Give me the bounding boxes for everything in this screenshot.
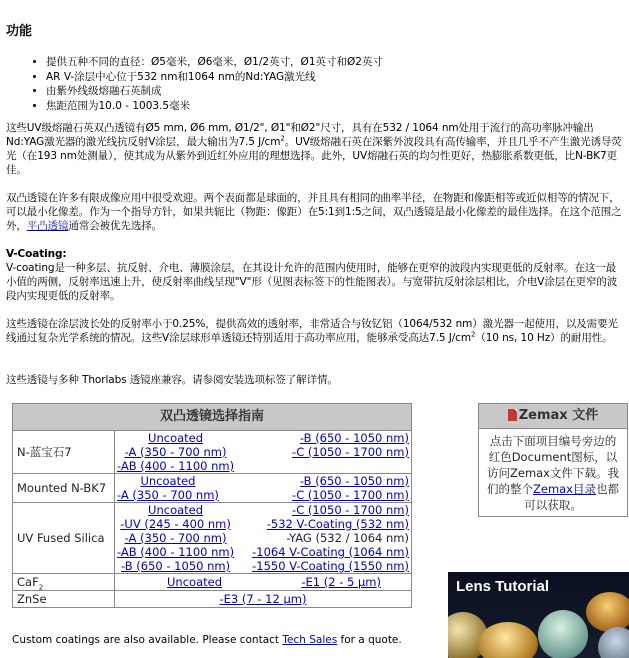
option-link[interactable]: Uncoated	[140, 474, 196, 488]
option-link[interactable]: Uncoated	[148, 503, 204, 517]
material-text: CaF	[17, 575, 39, 589]
option-link[interactable]: -B (650 - 1050 nm)	[121, 559, 231, 573]
lens-tutorial-banner[interactable]	[448, 572, 629, 658]
option-link[interactable]: -E3 (7 - 12 µm)	[219, 592, 307, 606]
option-link[interactable]: -1550 V-Coating (1550 nm)	[252, 559, 409, 573]
option-text: -YAG (532 / 1064 nm)	[286, 531, 409, 545]
material-cell: ZnSe	[13, 591, 115, 608]
option-link[interactable]: -E1 (2 - 5 µm)	[301, 575, 381, 589]
option-link[interactable]: -532 V-Coating (532 nm)	[266, 517, 409, 531]
lens-image	[538, 610, 588, 658]
biconvex-paragraph	[6, 191, 626, 233]
option-link[interactable]: -A (350 - 700 nm)	[124, 531, 227, 545]
material-subscript: 2	[38, 583, 44, 592]
option-link[interactable]: -A (350 - 700 nm)	[117, 488, 219, 502]
features-list	[6, 55, 626, 113]
text: （10 ns, 10 Hz）的耐用性。	[475, 332, 613, 344]
option-link[interactable]: -B (650 - 1050 nm)	[299, 431, 409, 445]
option-link[interactable]: -UV (245 - 400 nm)	[120, 517, 231, 531]
material-cell	[13, 574, 115, 591]
option-link[interactable]: -AB (400 - 1100 nm)	[117, 459, 235, 473]
tutorial-label: Lens Tutorial	[456, 578, 550, 595]
plano-convex-link[interactable]: 平凸透镜	[26, 220, 69, 232]
zemax-header	[479, 404, 627, 429]
text: 这些透镜在涂层波长处的反射率小于0.25%，提供高效的透射率，非常适合与钕钇铝（1064/532 nm）激光器一起使用，以及需要光线通过复杂光学系统的情况。这些V涂层球形单透镜还特别适用于高功率应用，能够承受高达7.5 J/cm	[6, 318, 618, 344]
zemax-box	[478, 403, 628, 517]
document-icon	[508, 409, 517, 421]
vcoating-paragraph: V-coating是一种多层、抗反射、介电、薄膜涂层，在其设计允许的范围内使用时，能够在更窄的波段内实现更低的反射率。在这一最小值的两侧，反射率迅速上升，使反射率曲线呈现"V"形（见图表标签下的性能图表）。与宽带抗反射涂层相比，介电V涂层在更窄的波段内实现更低的反射率。	[6, 262, 618, 302]
feature-item: • 提供五种不同的直径：Ø5毫米，Ø6毫米，Ø1/2英寸，Ø1英寸和Ø2英寸	[46, 55, 626, 70]
guide-title: 双凸透镜选择指南	[13, 404, 412, 431]
material-cell: Mounted N-BK7	[13, 474, 115, 503]
option-link[interactable]: -1064 V-Coating (1064 nm)	[252, 545, 409, 559]
reflectance-paragraph	[6, 317, 626, 345]
option-link[interactable]: -AB (400 - 1100 nm)	[117, 545, 235, 559]
text: 双凸透镜在许多有限成像应用中很受欢迎。两个表面都是球面的，并且具有相同的曲率半径，在物距和像距相等或近似相等的情况下，可以最小化像差。作为一个指导方针，如果共轭比（物距：像距）在5:1到1:5之间，双凸透镜是最小化像差的最佳选择。在这个范围之外，	[6, 192, 622, 232]
tech-sales-link[interactable]: Tech Sales	[282, 634, 338, 646]
selection-guide-table	[12, 403, 412, 608]
option-link[interactable]: -C (1050 - 1700 nm)	[292, 445, 409, 459]
text: for a quote.	[337, 634, 402, 646]
vcoating-heading: V-Coating:	[6, 248, 67, 260]
intro-paragraph	[6, 121, 626, 177]
features-heading: 功能	[6, 24, 33, 39]
zemax-title: Zemax 文件	[518, 408, 599, 423]
material-cell: UV Fused Silica	[13, 503, 115, 574]
mounts-paragraph: 这些透镜与多种 Thorlabs 透镜座兼容。请参阅安装选项标签了解详情。	[6, 374, 338, 386]
custom-coatings-note	[12, 633, 402, 647]
feature-item: • AR V-涂层中心位于532 nm和1064 nm的Nd:YAG激光线	[46, 70, 626, 85]
table-row	[13, 574, 412, 591]
text: 通常会被优先选择。	[68, 220, 163, 232]
lens-image	[598, 627, 629, 658]
table-row	[13, 503, 412, 574]
option-link[interactable]: Uncoated	[148, 431, 204, 445]
option-link[interactable]: -B (650 - 1050 nm)	[299, 474, 409, 488]
sup: 2	[280, 134, 285, 143]
material-cell: N-蓝宝石7	[13, 431, 115, 474]
lens-image	[478, 622, 538, 658]
text: 这些UV级熔融石英双凸透镜有Ø5 mm, Ø6 mm, Ø1/2", Ø1"和Ø2"尺寸，具有在532 / 1064 nm处用于流行的高功率脉冲输出Nd:YAG激光器的激光线抗反射V涂层，最大输出为7.5 J/cm	[6, 122, 594, 148]
text: 点击下面项目编号旁边的红色Document图标，以访问Zemax文件下载。我们的整个	[486, 434, 619, 496]
table-row	[13, 474, 412, 503]
table-row	[13, 591, 412, 608]
option-link[interactable]: -C (1050 - 1700 nm)	[292, 488, 409, 502]
feature-item: • 由紫外线级熔融石英制成	[46, 84, 626, 99]
lens-image	[586, 592, 629, 632]
option-link[interactable]: -C (1050 - 1700 nm)	[292, 503, 409, 517]
sup: 2	[470, 330, 476, 339]
zemax-catalog-link[interactable]: Zemax目录	[532, 482, 596, 496]
zemax-body	[479, 429, 627, 517]
text: Custom coatings are also available. Please contact	[12, 634, 283, 646]
option-link[interactable]: Uncoated	[167, 575, 222, 589]
table-row	[13, 431, 412, 474]
option-link[interactable]: -A (350 - 700 nm)	[124, 445, 227, 459]
text: 。UV级熔融石英在深紫外波段具有高传输率，并且几乎不产生激光诱导荧光（在193 nm处测量），使其成为从紫外到近红外应用的理想选择。此外，UV熔融石英的均匀性更好，热膨胀系数更低，比N-BK7更佳。	[6, 136, 622, 176]
feature-item: • 焦距范围为10.0 - 1003.5毫米	[46, 99, 626, 114]
text: 也都可以获取。	[524, 482, 619, 512]
